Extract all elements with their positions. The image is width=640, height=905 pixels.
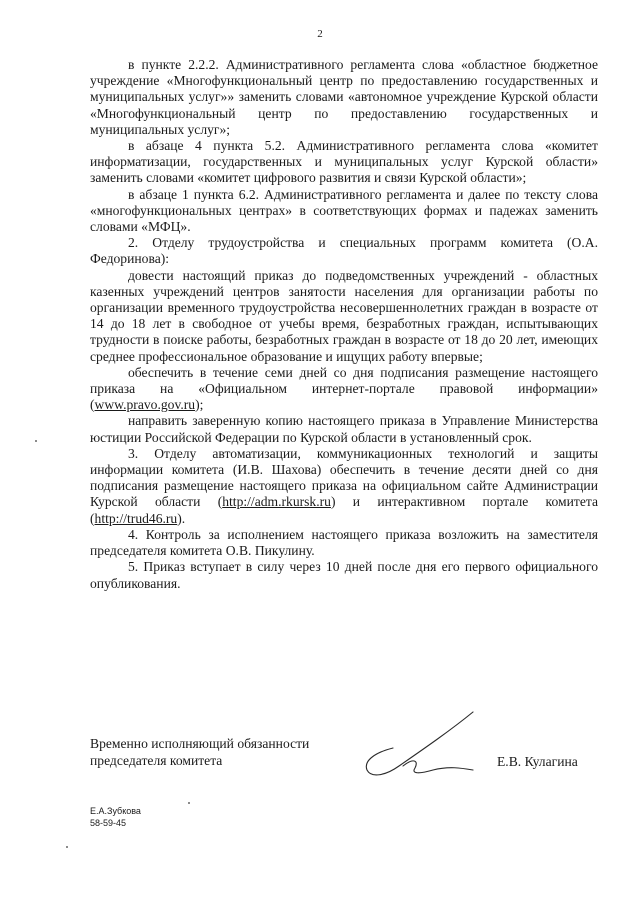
text-fragment: ). (177, 510, 186, 526)
signatory-title-line-2: председателя комитета (90, 752, 223, 768)
text-fragment: ) и интерактивном портале комитета ( (90, 494, 598, 526)
paragraph-item-4: 4. Контроль за исполнением настоящего приказа возложить на заместителя председателя комитета О.В. Пикулину. (90, 526, 598, 559)
document-body (90, 57, 598, 592)
scan-speck (66, 846, 68, 848)
paragraph-regulation-2-2-2: в пункте 2.2.2. Административного регламента слова «областное бюджетное учреждение «Многофункциональный центр по предоставлению государственных и муниципальных услуг»» заменить словами «автономное учреждение Курской области «Многофункциональный центр по предоставлению государственных и муниципальных услуг»; (90, 57, 598, 137)
scan-speck (35, 440, 37, 442)
scan-speck (188, 802, 190, 804)
executor-phone: 58-59-45 (90, 818, 127, 828)
handwritten-signature (355, 708, 505, 788)
signatory-title-line-1: Временно исполняющий обязанности (90, 736, 310, 751)
link-pravo-gov[interactable]: www.pravo.gov.ru (94, 397, 196, 413)
paragraph-regulation-6-2: в абзаце 1 пункта 6.2. Административного регламента и далее по тексту слова «многофункциональных центрах» в соответствующих формах и падежах заменить словами «МФЦ». (90, 186, 598, 235)
link-adm-rkursk[interactable]: http://adm.rkursk.ru (222, 494, 331, 510)
link-trud46[interactable]: http://trud46.ru (94, 510, 178, 526)
executor-info (90, 805, 141, 829)
signatory-name: Е.В. Кулагина (497, 754, 578, 769)
paragraph-item-5: 5. Приказ вступает в силу через 10 дней после дня его первого официального опубликования. (90, 559, 598, 591)
page-number: 2 (317, 28, 323, 40)
paragraph-regulation-5-2: в абзаце 4 пункта 5.2. Административного регламента слова «комитет информатизации, государственных и муниципальных услуг Курской области» заменить словами «комитет цифрового развития и связи Курской области»; (90, 138, 598, 186)
text-fragment: 3. Отделу автоматизации, коммуникационных технологий и защиты информации комитета (И.В. Шахова) обеспечить в течение десяти дней со дня подписания размещение настоящего приказа на официальном сайте Администрации Курской области ( (90, 445, 598, 510)
signatory-title (90, 736, 350, 769)
paragraph-item-3 (90, 446, 598, 527)
text-fragment: ); (195, 397, 204, 413)
paragraph-item-2: 2. Отделу трудоустройства и специальных программ комитета (О.А. Федоринова): (90, 235, 598, 267)
paragraph-send-ministry: направить заверенную копию настоящего приказа в Управление Министерства юстиции Российской Федерации по Курской области в установленный срок. (90, 413, 598, 445)
executor-name: Е.А.Зубкова (90, 806, 141, 816)
text-fragment: обеспечить в течение семи дней со дня подписания размещение настоящего приказа на «Официальном интернет-портале правовой информации» ( (90, 364, 598, 413)
paragraph-bring-order: довести настоящий приказ до подведомственных учреждений - областных казенных учреждений центров занятости населения для организации работы по организации временного трудоустройства несовершеннолетних граждан в возрасте от 14 до 18 лет в свободное от учебы время, безработных граждан, испытывающих трудности в поиске работы, безработных граждан в возрасте от 18 до 20 лет, имеющих среднее профессиональное образование и ищущих работу впервые; (90, 267, 598, 364)
paragraph-publish-pravo (90, 365, 598, 414)
